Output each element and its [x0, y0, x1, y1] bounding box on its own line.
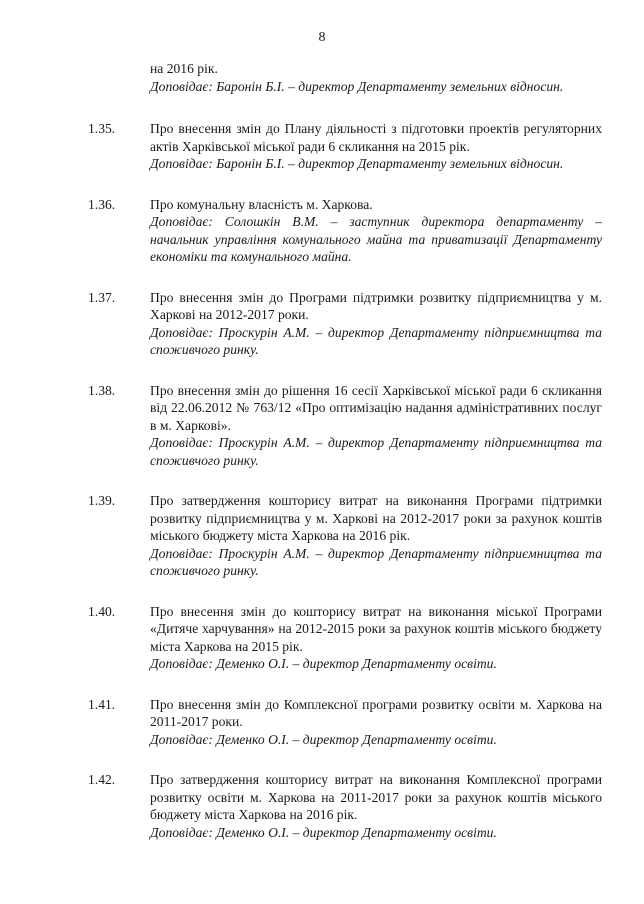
agenda-item-1-37 [0, 289, 644, 359]
item-body [150, 382, 602, 470]
item-title: Про затвердження кошторису витрат на виконання Комплексної програми розвитку освіти м. Харкова на 2011-2017 роки за рахунок коштів міського бюджету міста Харкова на 2016 рік. [150, 772, 602, 822]
agenda-document [0, 60, 644, 864]
item-reporter: Доповідає: Баронін Б.І. – директор Департаменту земельних відносин. [150, 156, 564, 171]
item-reporter: Доповідає: Проскурін А.М. – директор Департаменту підприємництва та споживчого ринку. [150, 435, 602, 468]
item-body [150, 196, 602, 266]
continued-item [150, 60, 602, 95]
item-title: Про внесення змін до кошторису витрат на виконання міської Програми «Дитяче харчування» на 2012-2015 роки за рахунок коштів міського бюджету міста Харкова на 2015 рік. [150, 603, 602, 654]
item-reporter: Доповідає: Деменко О.І. – директор Департаменту освіти. [150, 824, 497, 840]
item-title: Про внесення змін до Програми підтримки розвитку підприємництва у м. Харкові на 2012-2017 роки. [150, 289, 602, 322]
agenda-item-1-38 [0, 382, 644, 470]
item-number: 1.36. [88, 196, 116, 212]
item-body [150, 771, 602, 841]
agenda-item-1-41 [0, 696, 644, 749]
agenda-item-1-36 [0, 196, 644, 266]
item-body [150, 120, 602, 173]
item-number: 1.37. [88, 289, 116, 305]
item-body [150, 603, 602, 673]
item-body [150, 492, 602, 580]
item-title: Про внесення змін до Плану діяльності з підготовки проектів регуляторних актів Харківської міської ради 6 скликання на 2015 рік. [150, 121, 602, 154]
continued-item-reporter: Доповідає: Баронін Б.І. – директор Департаменту земельних відносин. [150, 78, 564, 94]
item-number: 1.35. [88, 121, 116, 136]
agenda-item-1-35 [0, 120, 644, 173]
item-number: 1.42. [88, 772, 116, 787]
item-title: Про затвердження кошторису витрат на виконання Програми підтримки розвитку підприємництва у м. Харкові на 2012-2017 роки за рахунок коштів міського бюджету міста Харкова на 2016 рік. [150, 493, 602, 543]
item-title: Про внесення змін до рішення 16 сесії Харківської міської ради 6 скликання від 22.06.2012 № 763/12 «Про оптимізацію надання адміністративних послуг в м. Харкові». [150, 382, 602, 433]
item-body [150, 696, 602, 749]
page-number: 8 [318, 30, 326, 45]
item-number: 1.39. [88, 493, 116, 508]
item-number: 1.38. [88, 382, 116, 398]
item-title: Про внесення змін до Комплексної програми розвитку освіти м. Харкова на 2011-2017 роки. [150, 696, 602, 729]
item-number: 1.41. [88, 696, 116, 712]
item-reporter: Доповідає: Проскурін А.М. – директор Департаменту підприємництва та споживчого ринку. [150, 324, 602, 357]
item-title: Про комунальну власність м. Харкова. [150, 196, 373, 212]
item-reporter: Доповідає: Деменко О.І. – директор Департаменту освіти. [150, 731, 497, 747]
item-reporter: Доповідає: Проскурін А.М. – директор Департаменту підприємництва та споживчого ринку. [150, 545, 602, 578]
agenda-item-1-39 [0, 492, 644, 580]
agenda-item-1-42 [0, 771, 644, 841]
item-body [150, 289, 602, 359]
item-number: 1.40. [88, 603, 116, 619]
item-reporter: Доповідає: Деменко О.І. – директор Департаменту освіти. [150, 656, 497, 671]
continued-item-text: на 2016 рік. [150, 61, 218, 76]
agenda-item-1-40 [0, 603, 644, 673]
item-reporter: Доповідає: Солошкін В.М. – заступник директора департаменту – начальник управління комунального майна та приватизації Департаменту економіки та комунального майна. [150, 214, 602, 264]
